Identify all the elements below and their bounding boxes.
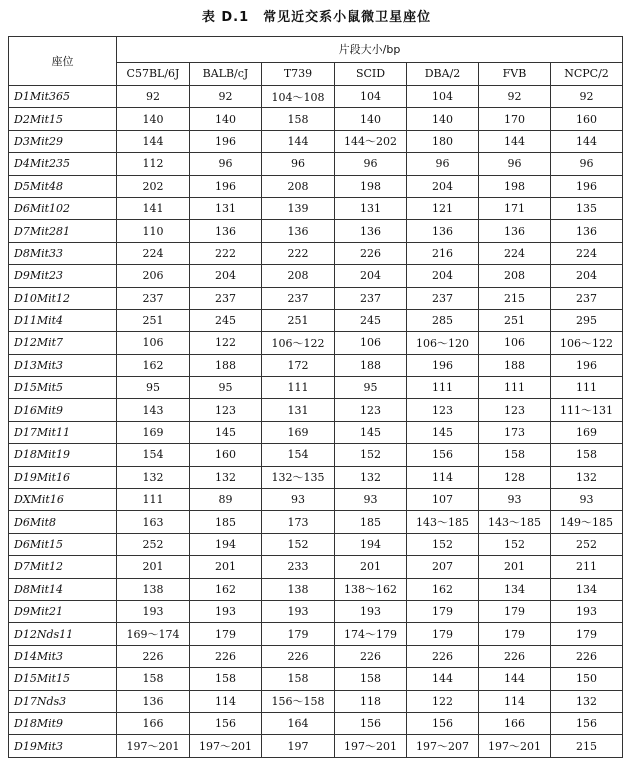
size-cell: 179: [407, 600, 479, 622]
size-cell: 163: [117, 511, 190, 533]
table-row: [9, 533, 623, 555]
size-cell: 226: [190, 645, 262, 667]
size-cell: 111: [117, 489, 190, 511]
size-cell: 224: [117, 242, 190, 264]
locus-cell: D6Mit15: [9, 533, 117, 555]
locus-cell: D3Mit29: [9, 130, 117, 152]
size-cell: 136: [407, 220, 479, 242]
size-cell: 145: [335, 421, 407, 443]
size-cell: 185: [335, 511, 407, 533]
strain-header: C57BL/6J: [117, 62, 190, 85]
size-cell: 171: [479, 197, 551, 219]
size-cell: 93: [335, 489, 407, 511]
locus-cell: D2Mit15: [9, 108, 117, 130]
size-cell: 226: [551, 645, 623, 667]
size-cell: 226: [117, 645, 190, 667]
size-cell: 131: [335, 197, 407, 219]
size-cell: 134: [479, 578, 551, 600]
size-cell: 197～201: [479, 735, 551, 757]
size-cell: 156: [335, 712, 407, 734]
size-cell: 138～162: [335, 578, 407, 600]
size-cell: 226: [262, 645, 335, 667]
size-cell: 132: [335, 466, 407, 488]
size-cell: 144: [262, 130, 335, 152]
size-cell: 158: [117, 668, 190, 690]
size-cell: 145: [407, 421, 479, 443]
size-cell: 136: [551, 220, 623, 242]
size-cell: 143～185: [407, 511, 479, 533]
size-cell: 170: [479, 108, 551, 130]
size-cell: 96: [551, 153, 623, 175]
size-cell: 222: [190, 242, 262, 264]
size-cell: 251: [479, 309, 551, 331]
size-cell: 237: [262, 287, 335, 309]
size-cell: 111: [551, 377, 623, 399]
table-row: [9, 489, 623, 511]
size-cell: 111: [479, 377, 551, 399]
size-cell: 196: [551, 354, 623, 376]
size-cell: 224: [551, 242, 623, 264]
size-cell: 188: [190, 354, 262, 376]
size-cell: 185: [190, 511, 262, 533]
table-row: [9, 712, 623, 734]
table-row: [9, 690, 623, 712]
table-row: [9, 175, 623, 197]
size-cell: 166: [117, 712, 190, 734]
locus-cell: D11Mit4: [9, 309, 117, 331]
size-cell: 224: [479, 242, 551, 264]
size-cell: 206: [117, 265, 190, 287]
size-cell: 245: [190, 309, 262, 331]
size-cell: 144: [479, 130, 551, 152]
size-cell: 204: [551, 265, 623, 287]
size-cell: 144～202: [335, 130, 407, 152]
size-cell: 179: [551, 623, 623, 645]
table-row: [9, 220, 623, 242]
table-row: [9, 242, 623, 264]
table-row: [9, 153, 623, 175]
table-row: [9, 399, 623, 421]
size-cell: 196: [551, 175, 623, 197]
size-cell: 136: [117, 690, 190, 712]
table-row: [9, 421, 623, 443]
size-cell: 132: [551, 466, 623, 488]
size-cell: 162: [407, 578, 479, 600]
size-cell: 152: [262, 533, 335, 555]
size-cell: 188: [335, 354, 407, 376]
size-cell: 156～158: [262, 690, 335, 712]
locus-cell: D19Mit16: [9, 466, 117, 488]
size-cell: 121: [407, 197, 479, 219]
table-row: [9, 377, 623, 399]
locus-cell: D15Mit5: [9, 377, 117, 399]
size-cell: 156: [190, 712, 262, 734]
size-cell: 208: [262, 265, 335, 287]
size-cell: 222: [262, 242, 335, 264]
size-cell: 96: [479, 153, 551, 175]
size-cell: 136: [190, 220, 262, 242]
size-cell: 245: [335, 309, 407, 331]
locus-cell: D6Mit8: [9, 511, 117, 533]
size-cell: 128: [479, 466, 551, 488]
size-cell: 196: [190, 130, 262, 152]
size-cell: 143: [117, 399, 190, 421]
size-cell: 201: [479, 556, 551, 578]
table-row: [9, 444, 623, 466]
size-cell: 208: [479, 265, 551, 287]
size-cell: 251: [262, 309, 335, 331]
locus-cell: D6Mit102: [9, 197, 117, 219]
size-cell: 208: [262, 175, 335, 197]
locus-cell: D14Mit3: [9, 645, 117, 667]
locus-cell: D12Nds11: [9, 623, 117, 645]
size-cell: 131: [262, 399, 335, 421]
table-row: [9, 309, 623, 331]
size-cell: 237: [551, 287, 623, 309]
size-cell: 106: [479, 332, 551, 354]
size-cell: 93: [551, 489, 623, 511]
size-cell: 179: [407, 623, 479, 645]
size-cell: 139: [262, 197, 335, 219]
size-cell: 92: [117, 86, 190, 108]
locus-cell: D4Mit235: [9, 153, 117, 175]
size-cell: 93: [262, 489, 335, 511]
size-cell: 193: [551, 600, 623, 622]
size-cell: 110: [117, 220, 190, 242]
size-cell: 201: [190, 556, 262, 578]
size-cell: 204: [190, 265, 262, 287]
size-cell: 138: [262, 578, 335, 600]
size-cell: 197～201: [335, 735, 407, 757]
size-cell: 196: [190, 175, 262, 197]
size-cell: 204: [407, 175, 479, 197]
size-cell: 204: [335, 265, 407, 287]
strain-header: DBA/2: [407, 62, 479, 85]
size-cell: 114: [479, 690, 551, 712]
size-cell: 158: [551, 444, 623, 466]
size-cell: 160: [190, 444, 262, 466]
size-cell: 194: [190, 533, 262, 555]
locus-cell: D16Mit9: [9, 399, 117, 421]
size-cell: 111: [407, 377, 479, 399]
size-cell: 132: [551, 690, 623, 712]
size-cell: 138: [117, 578, 190, 600]
size-cell: 179: [479, 623, 551, 645]
size-cell: 154: [262, 444, 335, 466]
size-cell: 285: [407, 309, 479, 331]
size-cell: 95: [190, 377, 262, 399]
size-cell: 112: [117, 153, 190, 175]
strain-header: NCPC/2: [551, 62, 623, 85]
table-row: [9, 130, 623, 152]
size-cell: 123: [190, 399, 262, 421]
size-cell: 150: [551, 668, 623, 690]
size-cell: 196: [407, 354, 479, 376]
size-cell: 131: [190, 197, 262, 219]
size-cell: 198: [335, 175, 407, 197]
size-cell: 95: [117, 377, 190, 399]
size-cell: 152: [335, 444, 407, 466]
size-cell: 136: [335, 220, 407, 242]
table-row: [9, 265, 623, 287]
size-cell: 202: [117, 175, 190, 197]
locus-cell: D1Mit365: [9, 86, 117, 108]
locus-cell: D8Mit33: [9, 242, 117, 264]
size-cell: 173: [479, 421, 551, 443]
table-row: [9, 645, 623, 667]
size-cell: 197～207: [407, 735, 479, 757]
size-cell: 179: [479, 600, 551, 622]
size-cell: 96: [335, 153, 407, 175]
table-row: [9, 354, 623, 376]
size-cell: 197: [262, 735, 335, 757]
size-cell: 251: [117, 309, 190, 331]
size-cell: 132: [117, 466, 190, 488]
locus-cell: D5Mit48: [9, 175, 117, 197]
table-row: [9, 668, 623, 690]
table-body: [9, 86, 623, 758]
size-cell: 104: [407, 86, 479, 108]
strain-header: T739: [262, 62, 335, 85]
strain-header: BALB/cJ: [190, 62, 262, 85]
size-cell: 169～174: [117, 623, 190, 645]
size-cell: 179: [262, 623, 335, 645]
size-cell: 193: [335, 600, 407, 622]
locus-cell: D15Mit15: [9, 668, 117, 690]
size-cell: 106: [117, 332, 190, 354]
size-cell: 158: [190, 668, 262, 690]
size-cell: 169: [117, 421, 190, 443]
locus-cell: D9Mit21: [9, 600, 117, 622]
size-cell: 111: [262, 377, 335, 399]
size-cell: 135: [551, 197, 623, 219]
size-cell: 215: [479, 287, 551, 309]
size-cell: 132～135: [262, 466, 335, 488]
size-cell: 201: [117, 556, 190, 578]
size-cell: 106～122: [262, 332, 335, 354]
size-cell: 156: [407, 444, 479, 466]
size-cell: 123: [479, 399, 551, 421]
size-cell: 89: [190, 489, 262, 511]
size-cell: 141: [117, 197, 190, 219]
size-cell: 152: [479, 533, 551, 555]
table-row: [9, 511, 623, 533]
size-cell: 166: [479, 712, 551, 734]
table-row: [9, 556, 623, 578]
table-row: [9, 86, 623, 108]
size-cell: 237: [190, 287, 262, 309]
size-cell: 92: [190, 86, 262, 108]
table-row: [9, 287, 623, 309]
size-cell: 193: [262, 600, 335, 622]
size-cell: 193: [117, 600, 190, 622]
locus-cell: D18Mit19: [9, 444, 117, 466]
size-cell: 226: [335, 242, 407, 264]
table-row: [9, 197, 623, 219]
size-cell: 114: [190, 690, 262, 712]
size-cell: 136: [262, 220, 335, 242]
size-cell: 201: [335, 556, 407, 578]
size-cell: 95: [335, 377, 407, 399]
table-row: [9, 623, 623, 645]
size-cell: 122: [407, 690, 479, 712]
size-cell: 104: [335, 86, 407, 108]
table-title: 表 D.1 常见近交系小鼠微卫星座位: [201, 10, 432, 25]
size-cell: 118: [335, 690, 407, 712]
size-cell: 123: [407, 399, 479, 421]
size-cell: 211: [551, 556, 623, 578]
size-cell: 162: [117, 354, 190, 376]
size-cell: 96: [407, 153, 479, 175]
size-cell: 237: [117, 287, 190, 309]
size-cell: 106: [335, 332, 407, 354]
size-cell: 252: [551, 533, 623, 555]
locus-cell: D7Mit12: [9, 556, 117, 578]
size-cell: 140: [190, 108, 262, 130]
size-cell: 96: [262, 153, 335, 175]
size-cell: 216: [407, 242, 479, 264]
size-cell: 106～122: [551, 332, 623, 354]
size-cell: 145: [190, 421, 262, 443]
size-cell: 198: [479, 175, 551, 197]
size-cell: 252: [117, 533, 190, 555]
size-cell: 193: [190, 600, 262, 622]
table-row: [9, 108, 623, 130]
microsatellite-table: [8, 36, 623, 758]
size-cell: 197～201: [117, 735, 190, 757]
locus-cell: D10Mit12: [9, 287, 117, 309]
locus-cell: D18Mit9: [9, 712, 117, 734]
size-cell: 144: [407, 668, 479, 690]
size-cell: 237: [407, 287, 479, 309]
size-cell: 207: [407, 556, 479, 578]
size-cell: 140: [117, 108, 190, 130]
locus-cell: D17Nds3: [9, 690, 117, 712]
size-cell: 226: [335, 645, 407, 667]
size-cell: 106～120: [407, 332, 479, 354]
table-row: [9, 735, 623, 757]
size-cell: 143～185: [479, 511, 551, 533]
size-cell: 197～201: [190, 735, 262, 757]
size-cell: 96: [190, 153, 262, 175]
size-cell: 237: [335, 287, 407, 309]
size-cell: 152: [407, 533, 479, 555]
size-cell: 158: [262, 108, 335, 130]
size-cell: 104～108: [262, 86, 335, 108]
size-cell: 140: [407, 108, 479, 130]
size-cell: 92: [479, 86, 551, 108]
size-cell: 154: [117, 444, 190, 466]
locus-cell: D12Mit7: [9, 332, 117, 354]
size-cell: 158: [335, 668, 407, 690]
size-cell: 188: [479, 354, 551, 376]
size-cell: 233: [262, 556, 335, 578]
size-cell: 215: [551, 735, 623, 757]
size-cell: 169: [551, 421, 623, 443]
size-cell: 93: [479, 489, 551, 511]
locus-cell: D7Mit281: [9, 220, 117, 242]
size-cell: 160: [551, 108, 623, 130]
size-cell: 226: [407, 645, 479, 667]
size-cell: 172: [262, 354, 335, 376]
locus-cell: D19Mit3: [9, 735, 117, 757]
size-cell: 194: [335, 533, 407, 555]
size-cell: 204: [407, 265, 479, 287]
size-cell: 136: [479, 220, 551, 242]
locus-cell: D9Mit23: [9, 265, 117, 287]
size-cell: 132: [190, 466, 262, 488]
size-cell: 173: [262, 511, 335, 533]
size-cell: 169: [262, 421, 335, 443]
size-cell: 156: [407, 712, 479, 734]
size-cell: 140: [335, 108, 407, 130]
size-cell: 144: [479, 668, 551, 690]
table-row: [9, 600, 623, 622]
size-cell: 107: [407, 489, 479, 511]
table-row: [9, 332, 623, 354]
size-cell: 295: [551, 309, 623, 331]
locus-cell: D13Mit3: [9, 354, 117, 376]
size-cell: 156: [551, 712, 623, 734]
locus-header: 座位: [9, 37, 117, 86]
fragment-size-header: 片段大小/bp: [117, 37, 623, 63]
locus-cell: D17Mit11: [9, 421, 117, 443]
size-cell: 164: [262, 712, 335, 734]
size-cell: 158: [479, 444, 551, 466]
size-cell: 111～131: [551, 399, 623, 421]
size-cell: 144: [551, 130, 623, 152]
size-cell: 114: [407, 466, 479, 488]
strain-header: SCID: [335, 62, 407, 85]
size-cell: 144: [117, 130, 190, 152]
size-cell: 92: [551, 86, 623, 108]
size-cell: 180: [407, 130, 479, 152]
size-cell: 123: [335, 399, 407, 421]
size-cell: 162: [190, 578, 262, 600]
locus-cell: D8Mit14: [9, 578, 117, 600]
size-cell: 122: [190, 332, 262, 354]
size-cell: 158: [262, 668, 335, 690]
size-cell: 149～185: [551, 511, 623, 533]
table-row: [9, 578, 623, 600]
strain-header: FVB: [479, 62, 551, 85]
size-cell: 226: [479, 645, 551, 667]
size-cell: 174～179: [335, 623, 407, 645]
table-row: [9, 466, 623, 488]
locus-cell: DXMit16: [9, 489, 117, 511]
size-cell: 179: [190, 623, 262, 645]
size-cell: 134: [551, 578, 623, 600]
